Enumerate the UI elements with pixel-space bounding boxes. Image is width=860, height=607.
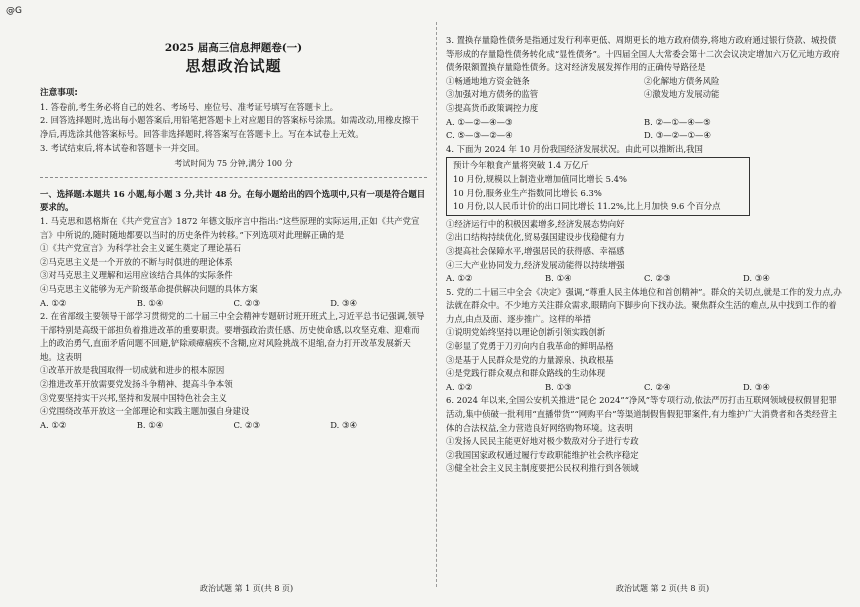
q3-item-row [446,102,842,116]
q3-item: ②化解地方债务风险 [644,75,720,86]
q3-options-row [446,129,842,143]
q4-option-b: B. ①④ [545,273,572,284]
q3-option-c: C. ⑤—③—②—④ [446,130,513,141]
q4-item: ①经济运行中的积极因素增多,经济发展态势向好 [446,218,625,229]
note-2: 2. 回答选择题时,选出每小题答案后,用铅笔把答题卡上对应题目的答案标号涂黑。如需改动,用橡皮擦干净后,再选涂其他答案标号。回答非选择题时,将答案写在答题卡上。写在本试卷上无效。 [40,115,419,139]
exam-title: 2025 届高三信息押题卷(一) [164,42,303,54]
q5-item: ②彰显了党勇于刀刃向内自我革命的鲜明品格 [446,341,614,352]
q2-item: ③党要坚持实干兴邦,坚持和发展中国特色社会主义 [40,392,227,403]
q4-options [446,272,842,286]
q4-box-line: 预计今年粮食产量将突破 1.4 万亿斤 [453,160,589,171]
q1-option-c: C. ②③ [233,297,260,308]
q6-stem: 6. 2024 年以来,全国公安机关推进“昆仑 2024”“净风”等专项行动,依法严厉打击互联网领域侵权假冒犯罪活动,集中侦破一批利用“直播带货”“网购平台”等渠道制假售假犯罪案件,有力维护广大消费者和各类经营主体的合法权益,全力营造良好网络购物环境。这表明 [446,395,837,433]
page-divider [436,22,437,587]
q5-option-a: A. ①② [446,381,473,392]
q1-stem: 1. 马克思和恩格斯在《共产党宣言》1872 年德文版序言中指出:“这些原理的实际运用,正如《共产党宣言》中所说的,随时随地都要以当时的历史条件为转移。”下列选项对此理解正确的是 [40,215,420,240]
q4-option-c: C. ②③ [644,273,671,284]
q3-item: ③加强对地方债务的监管 [446,89,539,100]
q5-option-b: B. ①③ [545,381,572,392]
q3-item [644,102,842,116]
q1-item: ④马克思主义能够为无产阶级革命提供解决问题的具体方案 [40,283,258,294]
q5-option-d: D. ③④ [743,381,770,392]
q4-item: ②出口结构持续优化,贸易强国建设步伐稳健有力 [446,232,625,243]
q3-item: ④激发地方发展动能 [644,89,720,100]
notes-heading: 注意事项: [40,88,78,99]
page-footer-right: 政治试题 第 2 页(共 8 页) [616,584,710,593]
q4-item: ③提高社会保障水平,增强居民的获得感、幸福感 [446,245,625,256]
q3-options-row [446,116,842,130]
note-3: 3. 考试结束后,将本试卷和答题卡一并交回。 [40,142,205,153]
q5-item: ③是基于人民群众是党的力量源泉、执政根基 [446,354,614,365]
q2-option-a: A. ①② [40,419,67,430]
q5-item: ①说明党始终坚持以理论创新引领实践创新 [446,327,606,338]
q5-item: ④是党践行群众观点和群众路线的生动体现 [446,368,606,379]
q4-box-line: 10 月份,规模以上制造业增加值同比增长 5.4% [453,173,627,184]
note-1: 1. 答卷前,考生务必将自己的姓名、考场号、座位号、准考证号填写在答题卡上。 [40,101,339,112]
exam-subject: 思想政治试题 [185,56,282,75]
q5-stem: 5. 党的二十届三中全会《决定》强调,“尊重人民主体地位和首创精神”。群众的关切点,就是工作的发力点,办法就在群众中。不少地方关注群众需求,眼睛向下脚步向下找办法。聚焦群众生活的难点,从中找到工作的着力点,由点及面、逐步推广。这样的举措 [446,286,842,324]
q3-option-d: D. ③—②—①—④ [644,130,711,141]
q5-option-c: C. ②④ [644,381,671,392]
q4-box-line: 10 月份,以人民币计价的出口同比增长 11.2%,比上月加快 9.6 个百分点 [453,201,721,212]
q1-option-b: B. ①④ [136,297,164,308]
left-page [40,34,427,432]
q3-stem: 3. 置换存量隐性债务是指通过发行利率更低、周期更长的地方政府债券,将地方政府通过银行贷款、城投债等形成的存量隐性债务转化成“显性债务”。十四届全国人大常委会第十二次会议决定增加六万亿元地方政府债务限额置换存量隐性债务。这对经济发展发挥作用的正确传导路径是 [446,35,840,73]
q3-item: ⑤提高货币政策调控力度 [446,102,539,113]
q2-item: ①改革开放是我国取得一切成就和进步的根本原因 [40,365,225,376]
q2-options [40,419,427,433]
q2-option-c: C. ②③ [233,419,260,430]
cut-line [40,177,427,178]
page-footer-left: 政治试题 第 1 页(共 8 页) [200,584,294,593]
q1-item: ①《共产党宣言》为科学社会主义诞生奠定了理论基石 [40,243,241,254]
q1-options [40,297,427,311]
q3-item: ①畅通地地方资金链条 [446,75,530,86]
q3-option-a: A. ①—②—④—③ [446,116,513,127]
q4-box-line: 10 月份,服务业生产指数同比增长 6.3% [453,187,602,198]
q3-option-b: B. ②—①—④—⑤ [644,116,711,127]
q6-item: ①发扬人民民主能更好地对极少数敌对分子进行专政 [446,436,639,447]
q1-option-a: A. ①② [40,297,67,308]
q6-item: ③健全社会主义民主制度要把公民权利推行到各领域 [446,463,639,474]
q1-item: ②马克思主义是一个开放的不断与时俱进的理论体系 [40,256,233,267]
q2-item: ④党围绕改革开放这一全部理论和实践主题加强自身建设 [40,406,250,417]
q2-option-b: B. ①④ [136,419,164,430]
q3-item-row [446,75,842,89]
q1-item: ③对马克思主义理解和运用应该结合具体的实际条件 [40,270,233,281]
q6-item: ②我国国家政权通过履行专政职能维护社会秩序稳定 [446,449,639,460]
right-page [446,34,842,476]
q4-item: ④三大产业协同发力,经济发展动能得以持续增强 [446,259,625,270]
q2-stem: 2. 在省部级主要领导干部学习贯彻党的二十届三中全会精神专题研讨班开班式上,习近平总书记强调,领导干部特别是高级干部担负着推进改革的重要职责。要增强政治责任感、历史使命感,以攻坚克难、迎难而上的政治勇气,直面矛盾问题不回避,铲除顽瘴痼疾不含糊,应对风险挑战不退缩,奋力打开改革发展新天地。这表明 [40,311,425,362]
q4-data-box [446,157,750,215]
q4-option-d: D. ③④ [743,273,770,284]
exam-info: 考试时间为 75 分钟,满分 100 分 [174,159,293,169]
section-heading: 一、选择题:本题共 16 小题,每小题 3 分,共计 48 分。在每小题给出的四个选项中,只有一项是符合题目要求的。 [40,188,426,213]
q2-option-d: D. ③④ [330,419,358,430]
corner-mark: @G [6,6,22,16]
q2-item: ②推进改革开放需要党发扬斗争精神、提高斗争本领 [40,379,233,390]
q4-option-a: A. ①② [446,273,473,284]
q4-stem: 4. 下面为 2024 年 10 月份我国经济发展状况。由此可以推断出,我国 [446,143,703,154]
q1-option-d: D. ③④ [330,297,358,308]
q3-item-row [446,88,842,102]
q5-options [446,381,842,395]
